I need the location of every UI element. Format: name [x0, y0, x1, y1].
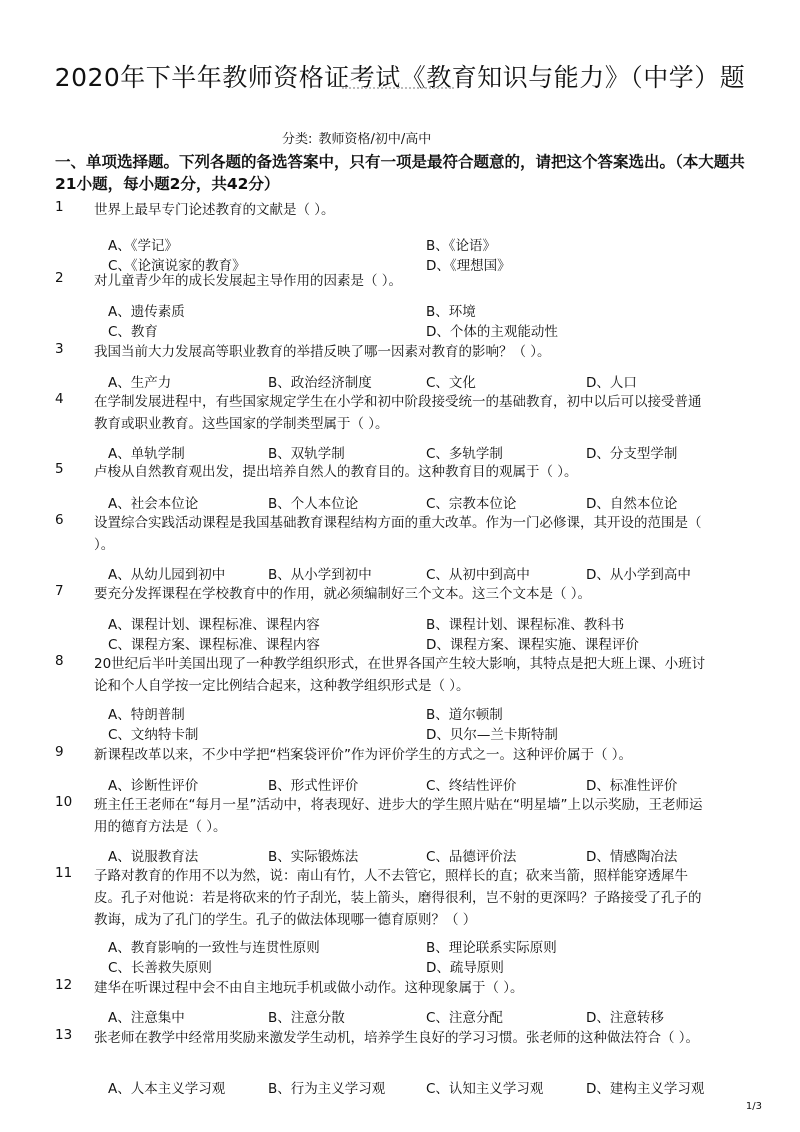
question-number: 13	[55, 1027, 73, 1043]
category-value: 教师资格/初中/高中	[318, 132, 432, 147]
option-a: A、遗传素质	[108, 304, 185, 320]
option-d: D、从小学到高中	[586, 567, 691, 583]
question-stem: 建华在听课过程中会不由自主地玩手机或做小动作。这种现象属于（ ）。	[94, 980, 524, 996]
category-line	[282, 128, 431, 147]
option-b: B、道尔顿制	[426, 707, 503, 723]
option-b: B、双轨学制	[268, 446, 345, 462]
question-number: 7	[55, 583, 64, 599]
option-b: B、从小学到初中	[268, 567, 372, 583]
question-stem: 新课程改革以来，不少中学把“档案袋评价”作为评价学生的方式之一。这种评价属于（ ）。	[94, 747, 633, 763]
option-c: C、多轨学制	[426, 446, 503, 462]
question-number: 1	[55, 199, 64, 215]
option-a: A、人本主义学习观	[108, 1081, 226, 1097]
option-a: A、教育影响的一致性与连贯性原则	[108, 940, 320, 956]
option-c: C、长善救失原则	[108, 960, 212, 976]
option-a: A、《学记》	[108, 238, 178, 254]
question-number: 6	[55, 512, 64, 528]
option-d: D、自然本位论	[586, 496, 678, 512]
question-number: 11	[55, 865, 73, 881]
option-d: D、标准性评价	[586, 778, 678, 794]
option-c: C、课程方案、课程标准、课程内容	[108, 637, 320, 653]
option-d: D、情感陶冶法	[586, 849, 678, 865]
option-d: D、分支型学制	[586, 446, 678, 462]
option-d: D、人口	[586, 375, 637, 391]
option-b: B、个人本位论	[268, 496, 359, 512]
question-number: 12	[55, 977, 73, 993]
question-stem: 世界上最早专门论述教育的文献是（ ）。	[94, 202, 335, 218]
option-c: C、品德评价法	[426, 849, 517, 865]
option-b: B、理论联系实际原则	[426, 940, 557, 956]
question-stem: 在学制发展进程中，有些国家规定学生在小学和初中阶段接受统一的基础教育，初中以后可以接受普通教育或职业教育。这些国家的学制类型属于（ ）。	[94, 394, 702, 432]
option-d: D、注意转移	[586, 1010, 664, 1026]
option-c: C、注意分配	[426, 1010, 503, 1026]
option-b: B、形式性评价	[268, 778, 359, 794]
question-stem: 卢梭从自然教育观出发，提出培养自然人的教育目的。这种教育目的观属于（ ）。	[94, 464, 578, 480]
option-b: B、环境	[426, 304, 476, 320]
page-title: 2020年下半年教师资格证考试《教育知识与能力》（中学）题	[54, 63, 746, 92]
question-stem: 设置综合实践活动课程是我国基础教育课程结构方面的重大改革。作为一门必修课，其开设的范围是（ ）。	[94, 515, 702, 553]
option-a: A、诊断性评价	[108, 778, 199, 794]
option-c: C、宗教本位论	[426, 496, 517, 512]
faded-text-line	[342, 87, 454, 97]
question-stem: 我国当前大力发展高等职业教育的举措反映了哪一因素对教育的影响？（ ）。	[94, 344, 551, 360]
question-stem: 班主任王老师在“每月一星”活动中，将表现好、进步大的学生照片贴在“明星墙”上以示奖励，王老师运用的德育方法是（ ）。	[94, 797, 703, 835]
option-c: C、认知主义学习观	[426, 1081, 544, 1097]
question-stem: 子路对教育的作用不以为然，说：南山有竹，人不去管它，照样长的直；砍来当箭，照样能穿透犀牛皮。孔子对他说：若是将砍来的竹子刮光，装上箭头，磨得很利，岂不射的更深吗？子路接受了孔子的教诲，成为了孔门的学生。孔子的做法体现哪一德育原则？（ ）	[94, 868, 702, 928]
question-stem: 20世纪后半叶美国出现了一种教学组织形式，在世界各国产生较大影响，其特点是把大班上课、小班讨论和个人自学按一定比例结合起来，这种教学组织形式是（ ）。	[94, 656, 706, 694]
question-stem: 要充分发挥课程在学校教育中的作用，就必须编制好三个文本。这三个文本是（ ）。	[94, 586, 592, 602]
option-c: C、教育	[108, 324, 158, 340]
option-d: D、建构主义学习观	[586, 1081, 705, 1097]
option-a: A、课程计划、课程标准、课程内容	[108, 617, 320, 633]
option-b: B、实际锻炼法	[268, 849, 359, 865]
option-a: A、特朗普制	[108, 707, 185, 723]
section-heading: 一、单项选择题。下列各题的备选答案中，只有一项是最符合题意的，请把这个答案选出。（本大题共21小题，每小题2分，共42分）	[55, 153, 745, 193]
question-number: 3	[55, 341, 64, 357]
option-a: A、注意集中	[108, 1010, 185, 1026]
option-a: A、社会本位论	[108, 496, 199, 512]
question-number: 8	[55, 653, 64, 669]
option-c: C、文纳特卡制	[108, 727, 199, 743]
option-a: A、说服教育法	[108, 849, 199, 865]
option-d: D、贝尔—兰卡斯特制	[426, 727, 558, 743]
option-b: B、行为主义学习观	[268, 1081, 386, 1097]
category-label: 分类:	[282, 132, 313, 147]
option-b: B、注意分散	[268, 1010, 345, 1026]
option-b: B、《论语》	[426, 238, 497, 254]
option-c: C、《论演说家的教育》	[108, 258, 246, 274]
option-d: D、疏导原则	[426, 960, 504, 976]
option-a: A、单轨学制	[108, 446, 185, 462]
option-d: D、个体的主观能动性	[426, 324, 558, 340]
option-c: C、文化	[426, 375, 476, 391]
question-number: 4	[55, 391, 64, 407]
question-number: 9	[55, 744, 64, 760]
question-stem: 对儿童青少年的成长发展起主导作用的因素是（ ）。	[94, 273, 403, 289]
question-number: 2	[55, 270, 64, 286]
page-number: 1/3	[745, 1101, 762, 1112]
option-a: A、从幼儿园到初中	[108, 567, 226, 583]
option-d: D、课程方案、课程实施、课程评价	[426, 637, 639, 653]
option-b: B、课程计划、课程标准、教科书	[426, 617, 625, 633]
question-stem: 张老师在教学中经常用奖励来激发学生动机，培养学生良好的学习习惯。张老师的这种做法符合（ ）。	[94, 1030, 700, 1046]
option-d: D、《理想国》	[426, 258, 511, 274]
option-c: C、从初中到高中	[426, 567, 530, 583]
option-c: C、终结性评价	[426, 778, 517, 794]
option-b: B、政治经济制度	[268, 375, 372, 391]
question-number: 10	[55, 794, 73, 810]
option-a: A、生产力	[108, 375, 172, 391]
question-number: 5	[55, 461, 64, 477]
